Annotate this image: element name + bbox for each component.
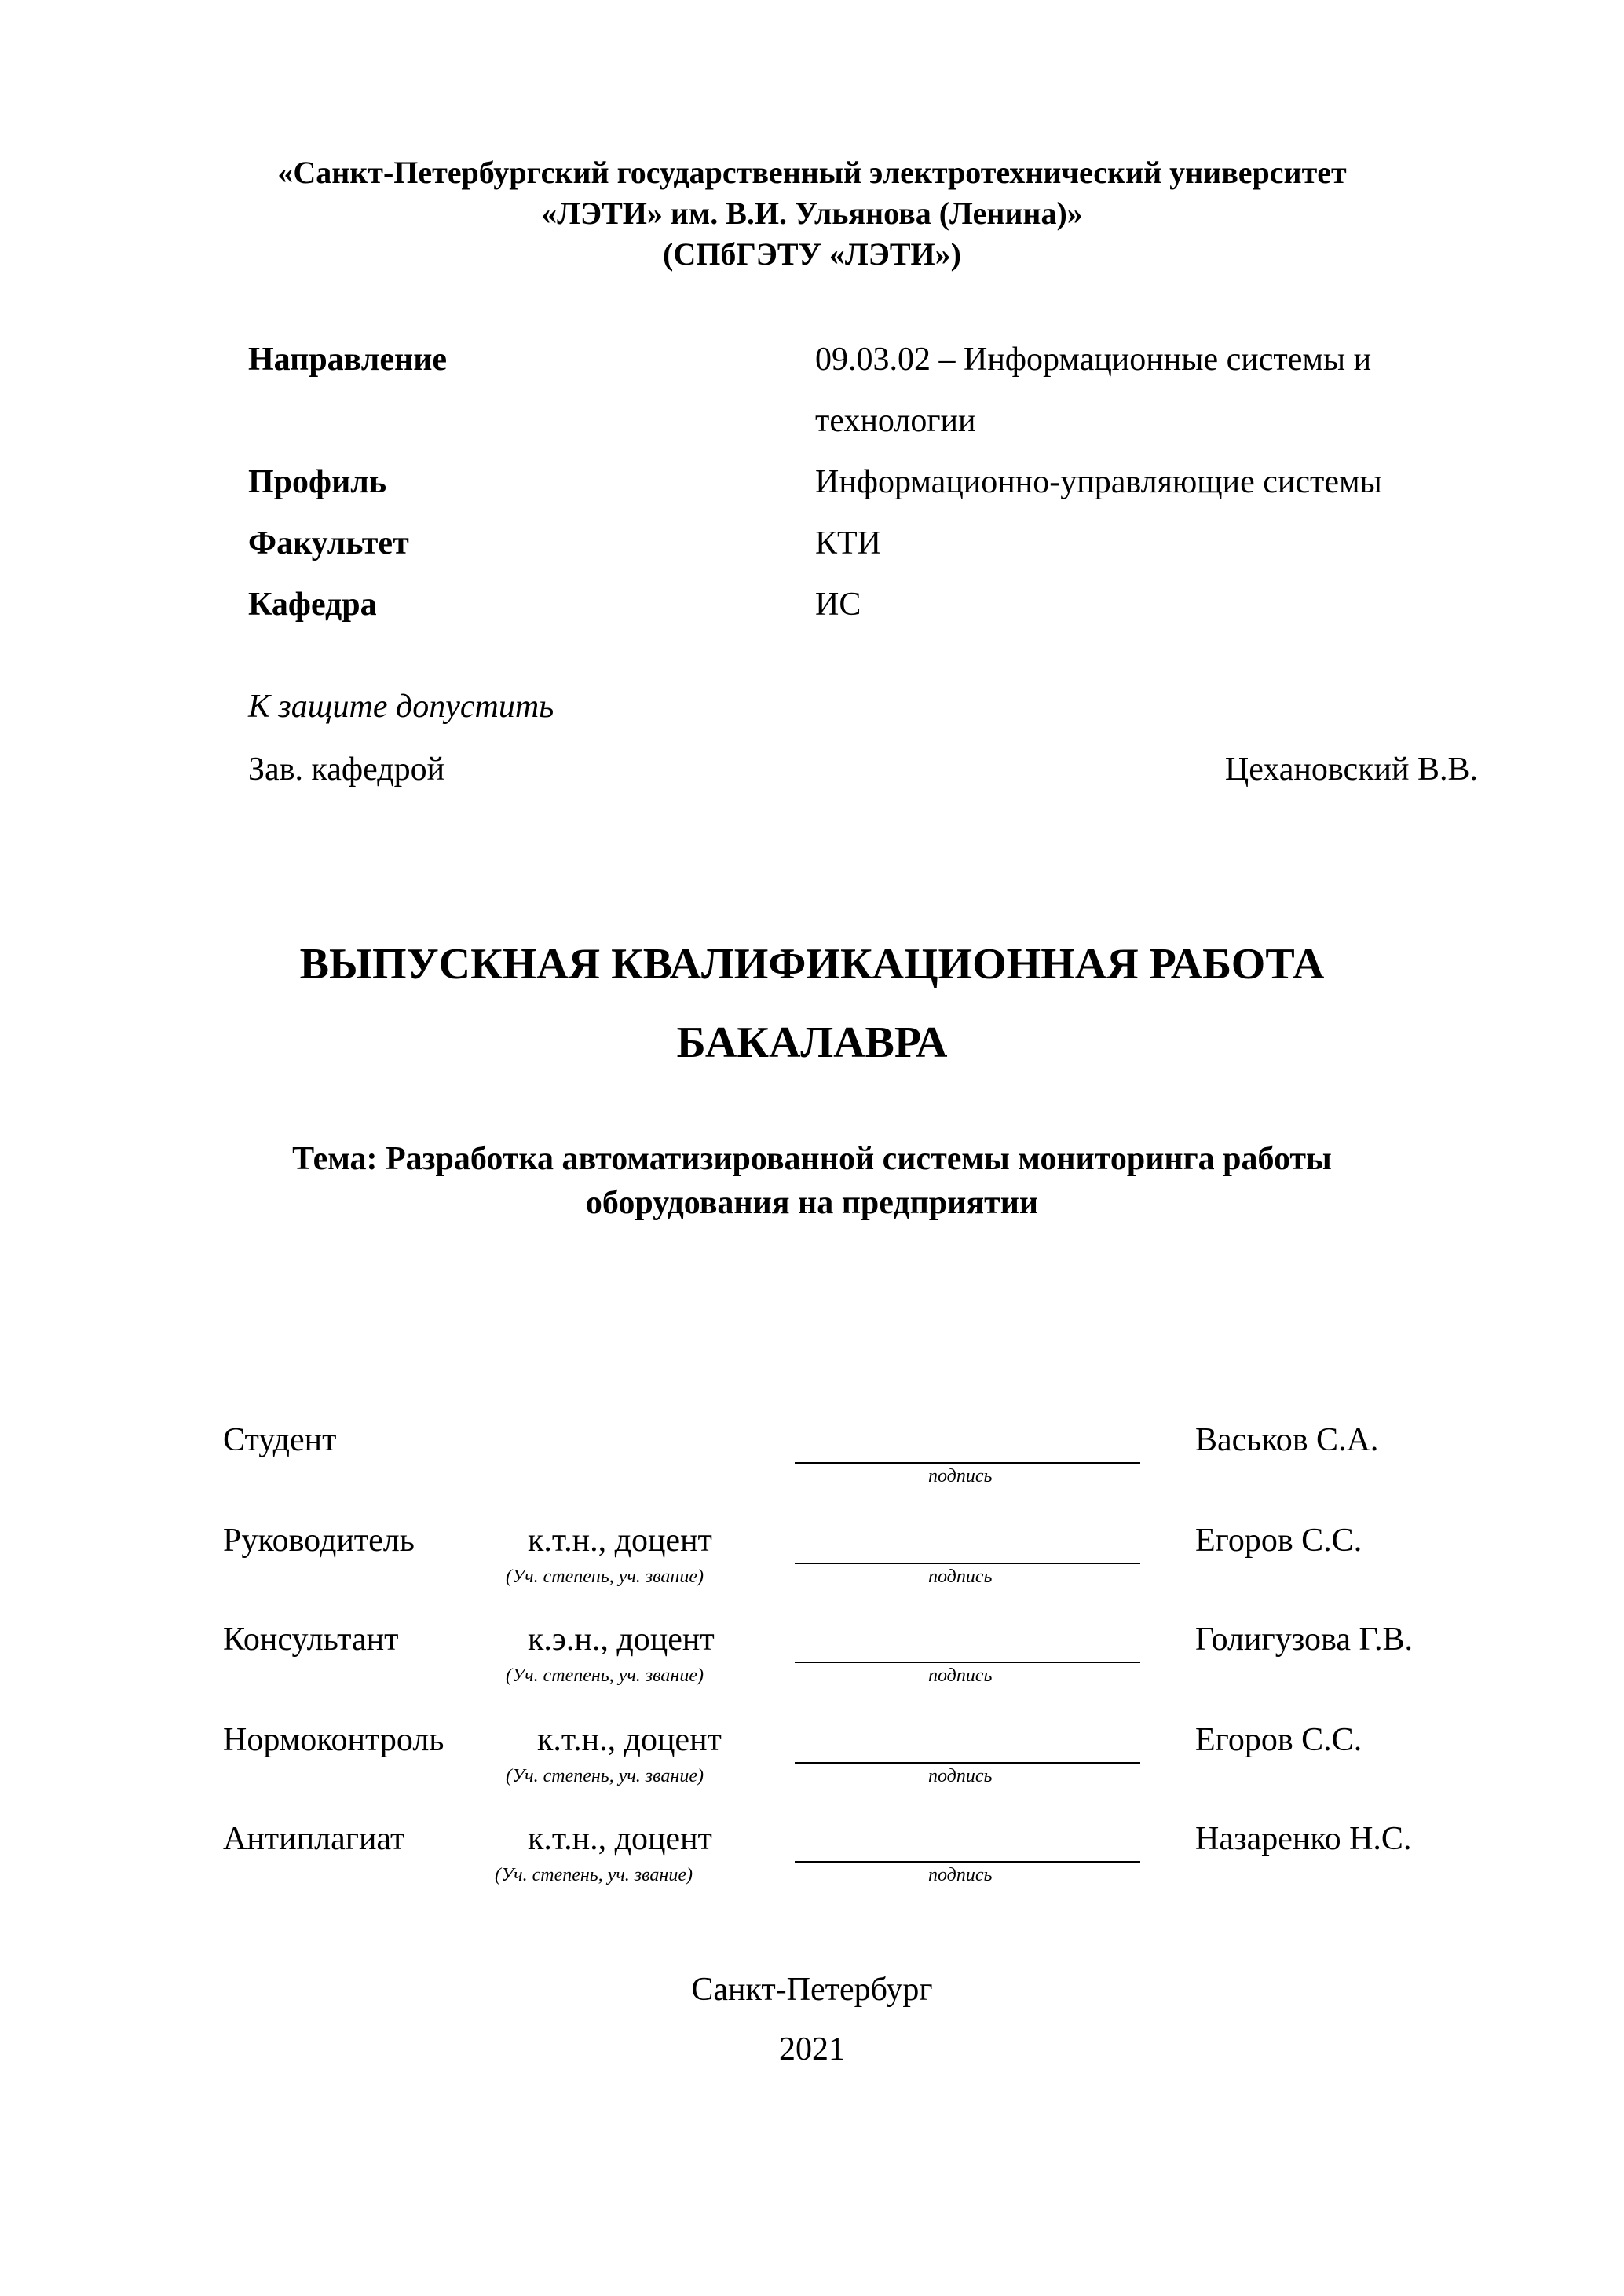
- document-title-line2: БАКАЛАВРА: [676, 1018, 948, 1067]
- signature-role: Руководитель: [223, 1523, 415, 1559]
- signature-caption: подпись: [928, 1865, 993, 1885]
- signature-line: [795, 1563, 1140, 1564]
- degree-caption: (Уч. степень, уч. звание): [506, 1665, 704, 1686]
- degree-caption: (Уч. степень, уч. звание): [495, 1865, 693, 1885]
- profile-label: Профиль: [248, 464, 387, 500]
- topic-line2: оборудования на предприятии: [585, 1185, 1039, 1221]
- faculty-label: Факультет: [248, 525, 409, 561]
- year: 2021: [779, 2031, 845, 2067]
- department-label: Кафедра: [248, 587, 377, 623]
- signature-role: Нормоконтроль: [223, 1722, 444, 1758]
- topic-line1: Тема: Разработка автоматизированной системы мониторинга работы: [292, 1141, 1332, 1177]
- direction-value-line2: технологии: [815, 403, 976, 439]
- signature-name: Голигузова Г.В.: [1195, 1621, 1414, 1658]
- signature-caption: подпись: [928, 1665, 993, 1686]
- university-name-line1: «Санкт-Петербургский государственный электротехнический университет: [277, 155, 1347, 190]
- signature-name: Егоров С.С.: [1195, 1523, 1362, 1559]
- signature-name: Егоров С.С.: [1195, 1722, 1362, 1758]
- signature-line: [795, 1762, 1140, 1764]
- signature-caption: подпись: [928, 1466, 993, 1486]
- admit-to-defense: К защите допустить: [248, 689, 554, 725]
- signature-line: [795, 1462, 1140, 1464]
- degree-caption: (Уч. степень, уч. звание): [506, 1766, 704, 1786]
- university-abbr: (СПбГЭТУ «ЛЭТИ»): [663, 236, 961, 272]
- signature-degree: к.э.н., доцент: [528, 1621, 715, 1658]
- signature-degree: к.т.н., доцент: [528, 1821, 712, 1857]
- signature-degree: к.т.н., доцент: [528, 1523, 712, 1559]
- signature-caption: подпись: [928, 1766, 993, 1786]
- degree-caption: (Уч. степень, уч. звание): [506, 1567, 704, 1587]
- university-name-line2: «ЛЭТИ» им. В.И. Ульянова (Ленина)»: [541, 196, 1083, 231]
- signature-role: Антиплагиат: [223, 1821, 405, 1857]
- direction-label: Направление: [248, 342, 448, 378]
- signature-line: [795, 1861, 1140, 1863]
- direction-value-line1: 09.03.02 – Информационные системы и: [815, 342, 1372, 378]
- signature-name: Васьков С.А.: [1195, 1422, 1379, 1458]
- document-title-line1: ВЫПУСКНАЯ КВАЛИФИКАЦИОННАЯ РАБОТА: [299, 940, 1325, 989]
- head-of-department-name: Цехановский В.В.: [1224, 751, 1478, 788]
- signature-caption: подпись: [928, 1567, 993, 1587]
- signature-name: Назаренко Н.С.: [1195, 1821, 1412, 1857]
- head-of-department-label: Зав. кафедрой: [248, 751, 445, 788]
- signature-line: [795, 1662, 1140, 1663]
- signature-role: Консультант: [223, 1621, 399, 1658]
- profile-value: Информационно-управляющие системы: [815, 464, 1382, 500]
- city: Санкт-Петербург: [691, 1972, 933, 2008]
- department-value: ИС: [815, 587, 861, 623]
- signature-degree: к.т.н., доцент: [537, 1722, 722, 1758]
- faculty-value: КТИ: [815, 525, 881, 561]
- signature-role: Студент: [223, 1422, 337, 1458]
